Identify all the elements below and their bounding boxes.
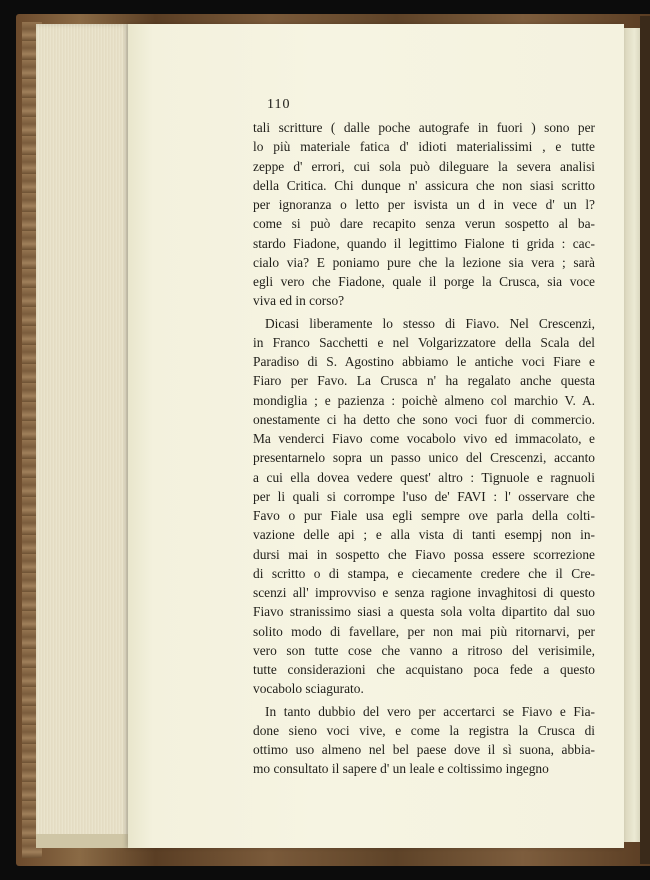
text-line: per ignoranza o letto per isvista un d in vece d' un l? <box>253 197 595 212</box>
text-line: Fiavo stranissimo siasi a questa sola volta dipartito dal suo <box>253 604 595 620</box>
page-stack-left <box>36 24 132 846</box>
text-line: egli vero che Fiadone, quale il porge la Crusca, sia voce <box>253 274 595 289</box>
text-line: dursi mai in sospetto che Fiavo possa essere scorrezione <box>253 546 595 562</box>
body-text <box>253 118 595 779</box>
text-line: scenzi all' improvviso e senza ragione invaghitosi di questo <box>253 585 595 600</box>
text-line: tutte considerazioni che acquistano poca fede a questo <box>253 662 595 677</box>
text-line: in Franco Sacchetti e nel Volgarizzatore della Scala del <box>253 334 595 350</box>
text-line: done sieno voci vive, e come la registra la Crusca di <box>253 722 595 738</box>
text-line: onestamente ci ha detto che sono voci fuor di commercio. <box>253 411 595 427</box>
text-line: solito modo di favellare, per non mai più ritornarvi, per <box>253 623 595 639</box>
text-line: vocabolo sciagurato. <box>253 681 364 697</box>
text-line: mondiglia ; e pazienza : poichè almeno col marchio V. A. <box>253 392 595 408</box>
text-line: zeppe d' errori, cui sola può dileguare la severa analisi <box>253 158 595 174</box>
text-line: Dicasi liberamente lo stesso di Fiavo. Nel Crescenzi, <box>265 315 595 331</box>
text-line: di scritto o di stampa, e ciecamente credere che il Cre- <box>253 565 595 581</box>
page-number: 110 <box>267 97 291 112</box>
text-line: Favo o pur Fiale usa egli sempre ove parla della colti- <box>253 508 595 523</box>
page-stack-bottom <box>36 834 132 848</box>
text-line: tali scritture ( dalle poche autografe in fuori ) sono per <box>253 120 595 135</box>
paragraph <box>253 702 595 779</box>
text-line: Paradiso di S. Agostino abbiamo le antiche voci Fiare e <box>253 354 595 369</box>
text-line: In tanto dubbio del vero per accertarci se Fiavo e Fia- <box>265 703 595 719</box>
text-line: della Critica. Chi dunque n' assicura che non siasi scritto <box>253 177 595 193</box>
paragraph <box>253 118 595 311</box>
text-line: a cui ella dovea vedere quest' altro : Tignuole e ragnuoli <box>253 469 595 485</box>
text-line: viva ed in corso? <box>253 293 345 309</box>
right-cover-board <box>640 16 650 864</box>
text-line: per li quali si corrompe l'uso de' FAVI : l' osservare che <box>253 488 595 504</box>
paragraph <box>253 314 595 699</box>
text-line: presentarnelo sopra un passo unico del Crescenzi, accanto <box>253 450 595 466</box>
text-line: Fiaro per Favo. La Crusca n' ha regalato anche questa <box>253 373 595 389</box>
text-line: cialo via? E poniamo pure che la lezione sia vera ; sarà <box>253 254 595 270</box>
text-line: ottimo uso almeno nel bel paese dove il sì suona, abbia- <box>253 742 595 757</box>
text-line: come si può dare recapito senza verun sospetto al ba- <box>253 216 595 232</box>
text-line: stardo Fiadone, quando il legittimo Fialone ti grida : cac- <box>253 235 595 251</box>
text-line: mo consultato il sapere d' un leale e coltissimo ingegno <box>253 761 549 777</box>
text-line: lo più materiale fatica d' idioti materialissimi , e tutte <box>253 139 595 155</box>
text-line: vazione delle api ; e alla vista di tanti esempj non in- <box>253 527 595 543</box>
text-line: Ma venderci Fiavo come vocabolo vivo ed immacolato, e <box>253 431 595 446</box>
text-line: vero son tutte cose che vanno a ritroso del verisimile, <box>253 642 595 658</box>
